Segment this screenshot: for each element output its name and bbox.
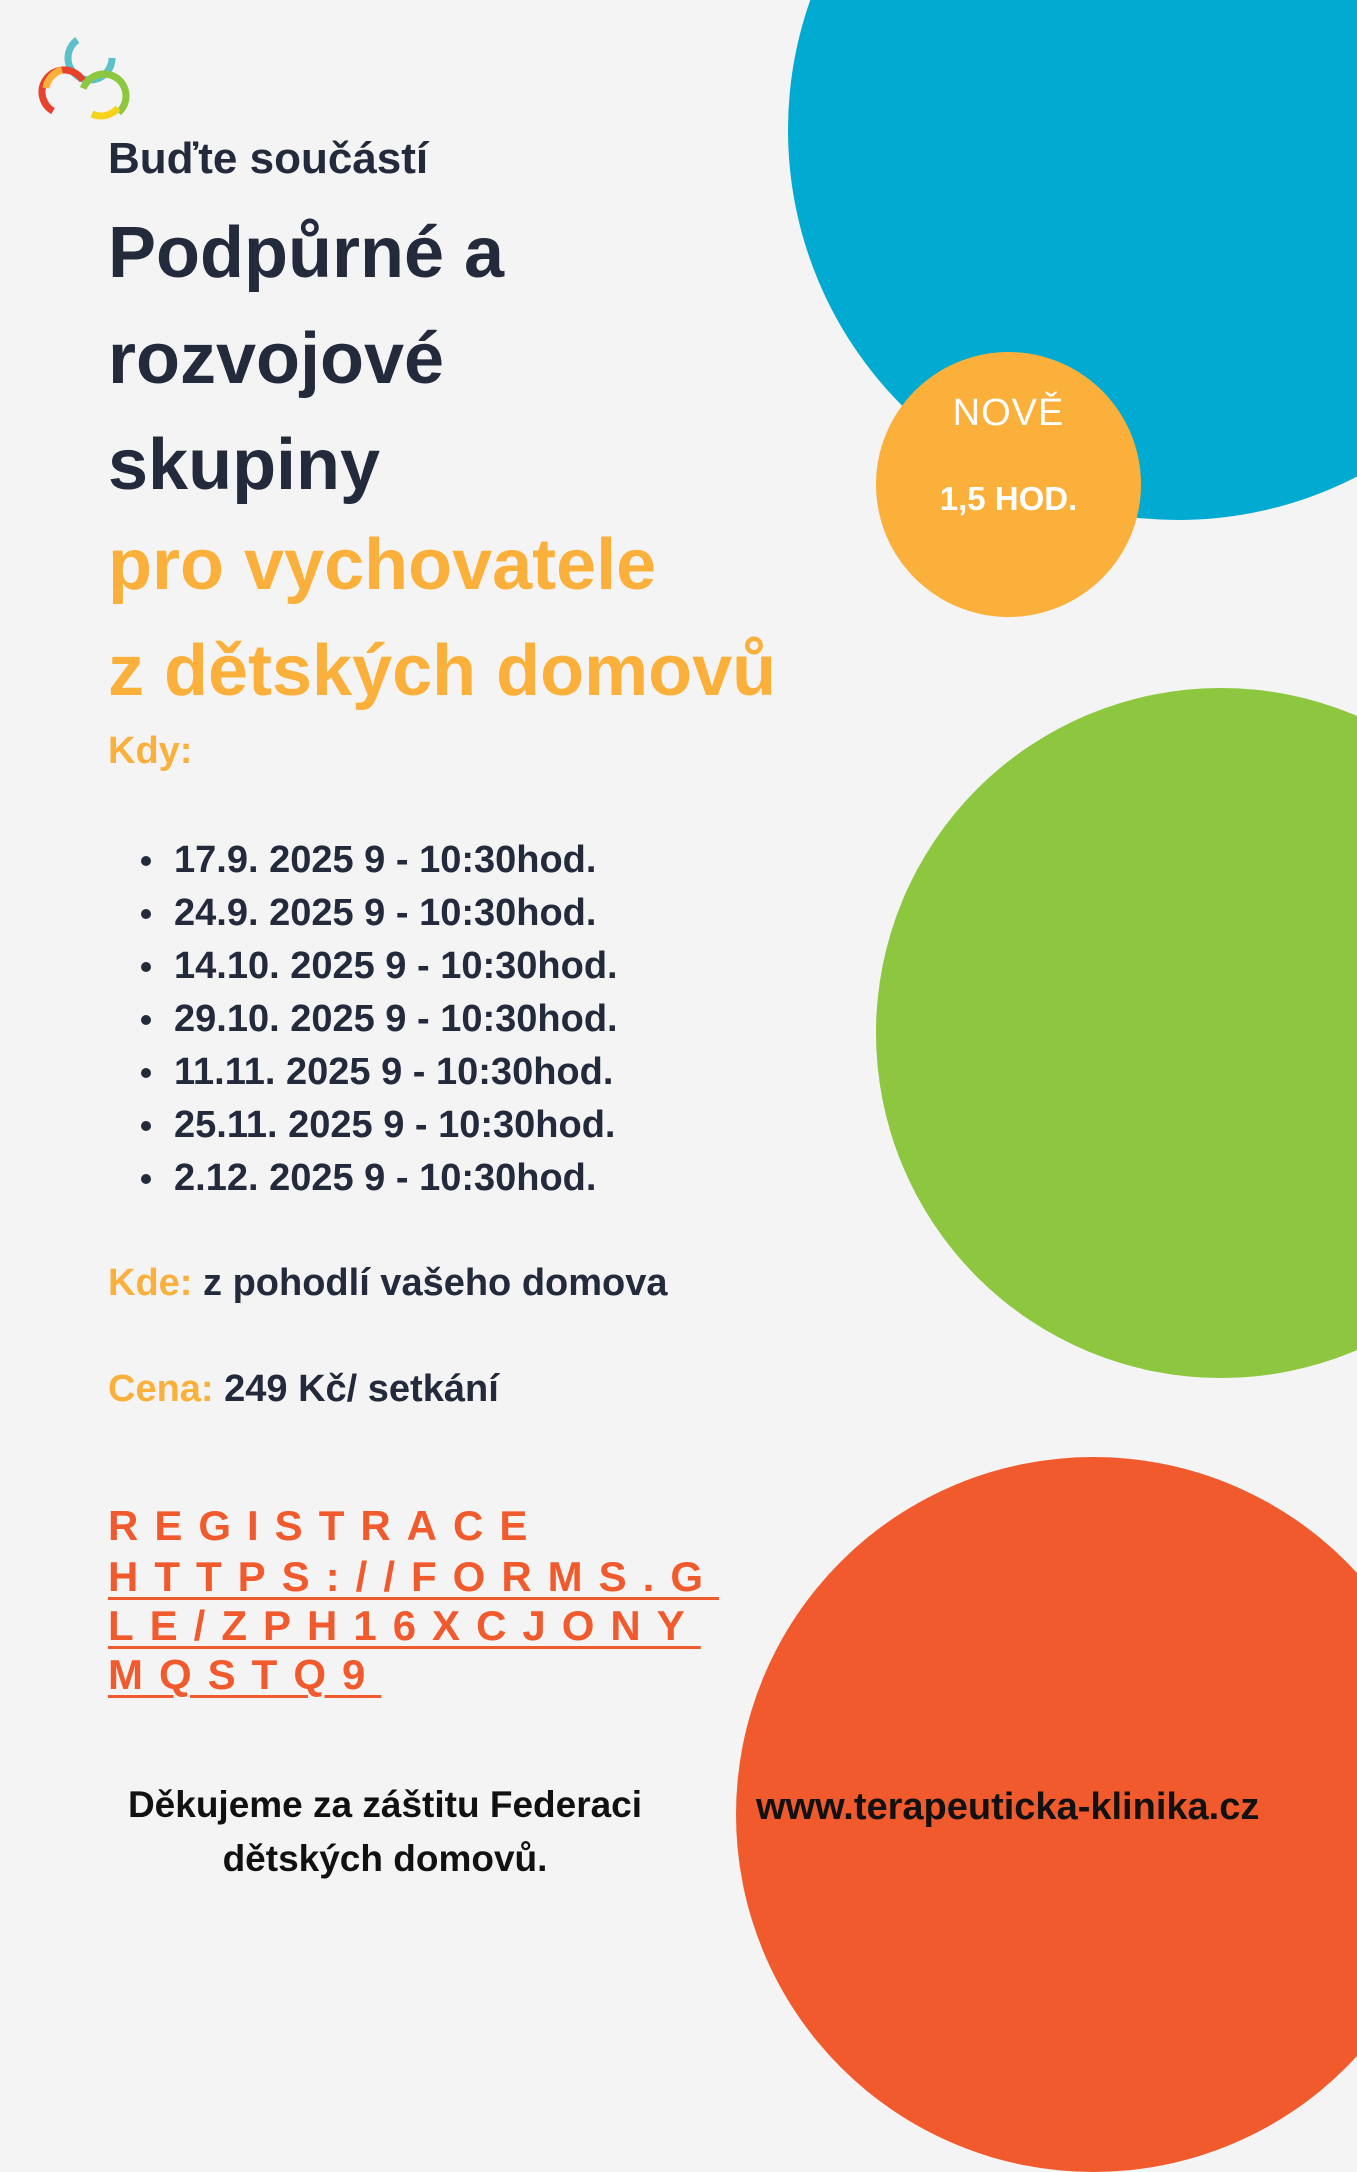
badge-new-label: NOVĚ [952,392,1065,434]
audience-subtitle [108,512,776,724]
thanks-note [60,1778,710,1886]
where-value: z pohodlí vašeho domova [203,1262,668,1304]
date-item: 17.9. 2025 9 - 10:30hod. [134,834,618,887]
date-item: 25.11. 2025 9 - 10:30hod. [134,1099,618,1152]
date-item: 14.10. 2025 9 - 10:30hod. [134,940,618,993]
registration-block [108,1502,728,1699]
badge-duration-label: 1,5 HOD. [939,480,1078,517]
date-item: 11.11. 2025 9 - 10:30hod. [134,1046,618,1099]
title-line: skupiny [108,425,381,505]
date-item: 24.9. 2025 9 - 10:30hod. [134,887,618,940]
where-row [108,1262,668,1305]
page-title [108,200,504,518]
thanks-line: dětských domovů. [222,1838,548,1879]
date-item: 2.12. 2025 9 - 10:30hod. [134,1152,618,1205]
date-item: 29.10. 2025 9 - 10:30hod. [134,993,618,1046]
thanks-line: Děkujeme za záštitu Federaci [127,1784,643,1825]
interlocking-rings-logo [34,30,138,126]
price-value: 249 Kč/ setkání [224,1368,499,1410]
when-label: Kdy: [108,730,193,772]
green-decorative-circle [876,688,1357,1378]
website-link[interactable]: www.terapeuticka-klinika.cz [756,1786,1260,1828]
title-line: rozvojové [108,319,445,399]
where-label: Kde: [108,1262,193,1304]
registration-title: REGISTRACE [108,1502,544,1549]
price-row [108,1368,499,1411]
price-label: Cena: [108,1368,214,1410]
subtitle-line: z dětských domovů [108,631,777,711]
dates-list [134,834,618,1205]
kicker-text: Buďte součástí [108,134,429,183]
title-line: Podpůrné a [108,213,505,293]
registration-link[interactable]: HTTPS://FORMS.GLE/ZPH16XCJONYMQSTQ9 [108,1553,719,1698]
subtitle-line: pro vychovatele [108,525,657,605]
